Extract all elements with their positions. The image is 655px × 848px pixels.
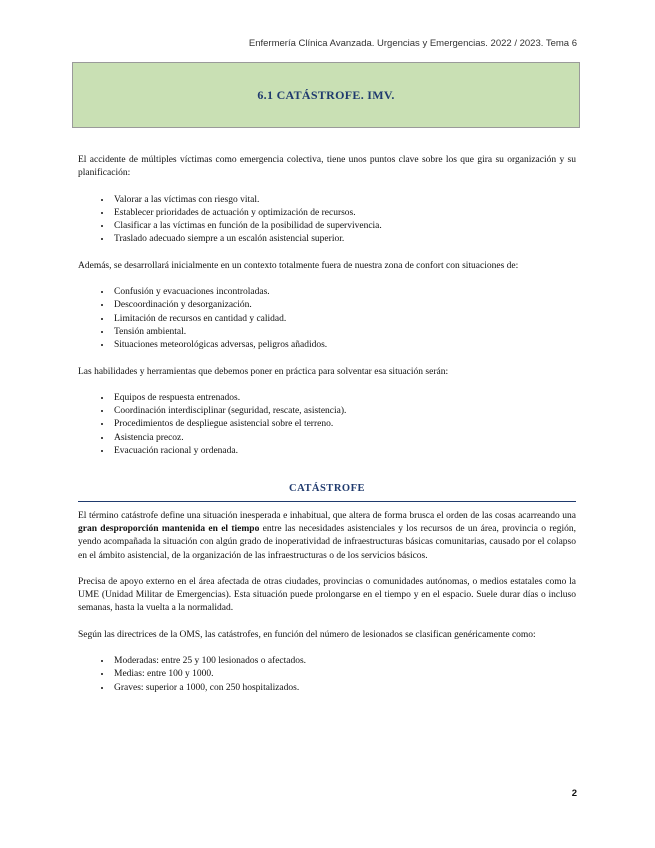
list-item: • Tensión ambiental. xyxy=(112,326,576,339)
definition-text-bold: gran desproporción mantenida en el tiempo xyxy=(78,523,260,534)
list-item: • Equipos de respuesta entrenados. xyxy=(112,392,576,405)
section-title: CATÁSTROFE xyxy=(78,482,576,501)
list-item: • Situaciones meteorológicas adversas, peligros añadidos. xyxy=(112,339,576,352)
list-item: • Valorar a las víctimas con riesgo vital. xyxy=(112,194,576,207)
list-item: • Evacuación racional y ordenada. xyxy=(112,445,576,458)
document-body xyxy=(78,154,576,708)
definition-paragraph xyxy=(78,510,576,563)
definition-text-b: entre las necesidades asistenciales y los recursos de un área, provincia o región, yendo acompañada la situación con algún grado de inoperatividad de infraestructuras básicas comunitarias, causado por el colapso en el ámbito asistencial, de la organización de las infraestructuras o de los servicios básicos. xyxy=(78,523,576,561)
list-item: • Limitación de recursos en cantidad y calidad. xyxy=(112,313,576,326)
classification-list xyxy=(78,655,576,695)
list-item: • Confusión y evacuaciones incontroladas. xyxy=(112,286,576,299)
list-item: • Establecer prioridades de actuación y optimización de recursos. xyxy=(112,207,576,220)
page-title: 6.1 CATÁSTROFE. IMV. xyxy=(257,87,395,102)
list-item: • Medias: entre 100 y 1000. xyxy=(112,668,576,681)
intro-paragraph: El accidente de múltiples víctimas como emergencia colectiva, tiene unos puntos clave sobre los que gira su organización y su planificación: xyxy=(78,155,576,179)
context-paragraph: Además, se desarrollará inicialmente en un contexto totalmente fuera de nuestra zona de confort con situaciones de: xyxy=(78,260,519,271)
title-box xyxy=(72,62,580,128)
list-item: • Moderadas: entre 25 y 100 lesionados o afectados. xyxy=(112,655,576,668)
definition-text-a: El término catástrofe define una situación inesperada e inhabitual, que altera de forma brusca el orden de las cosas acarreando una xyxy=(78,510,576,521)
situations-list xyxy=(78,286,576,352)
oms-paragraph: Según las directrices de la OMS, las catástrofes, en función del número de lesionados se clasifican genéricamente como: xyxy=(78,629,536,640)
page-number: 2 xyxy=(571,788,577,799)
skills-list xyxy=(78,392,576,458)
list-item: • Descoordinación y desorganización. xyxy=(112,299,576,312)
key-points-list xyxy=(78,194,576,247)
list-item: • Traslado adecuado siempre a un escalón asistencial superior. xyxy=(112,233,576,246)
list-item: • Coordinación interdisciplinar (seguridad, rescate, asistencia). xyxy=(112,405,576,418)
list-item: • Graves: superior a 1000, con 250 hospitalizados. xyxy=(112,682,576,695)
list-item: • Procedimientos de despliegue asistencial sobre el terreno. xyxy=(112,418,576,431)
page-header: Enfermería Clínica Avanzada. Urgencias y Emergencias. 2022 / 2023. Tema 6 xyxy=(248,38,577,49)
support-paragraph: Precisa de apoyo externo en el área afectada de otras ciudades, provincias o comunidades autónomas, o medios estatales como la UME (Unidad Militar de Emergencias). Esta situación puede prolongarse en el tiempo y en el espacio. Suele durar días o incluso semanas, hasta la vuelta a la normalidad. xyxy=(78,576,576,614)
list-item: • Clasificar a las víctimas en función de la posibilidad de supervivencia. xyxy=(112,220,576,233)
list-item: • Asistencia precoz. xyxy=(112,432,576,445)
skills-paragraph: Las habilidades y herramientas que debemos poner en práctica para solventar esa situación serán: xyxy=(78,366,449,377)
